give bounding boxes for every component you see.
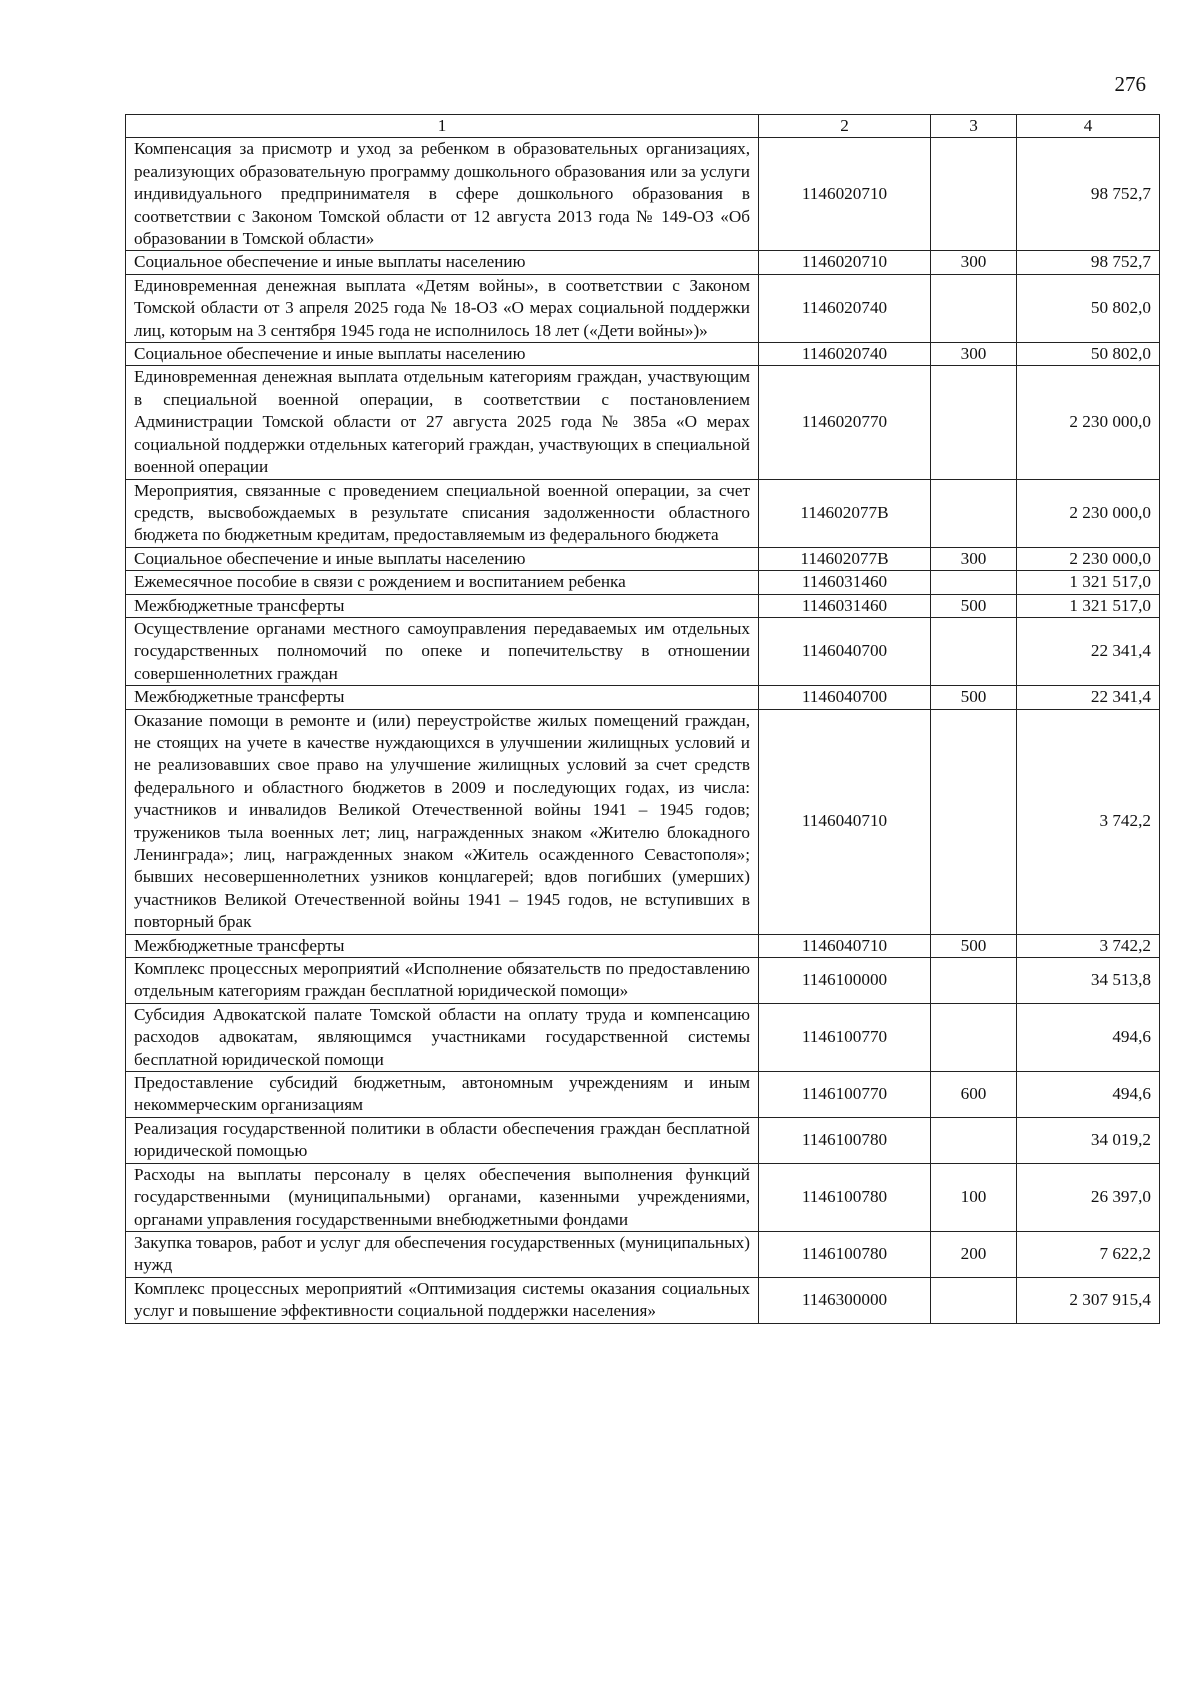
expense-type-cell [931, 1277, 1017, 1323]
expense-type-cell: 300 [931, 547, 1017, 570]
table-row [126, 617, 1160, 685]
expense-name-cell: Предоставление субсидий бюджетным, автономным учреждениям и иным некоммерческим организациям [126, 1072, 759, 1118]
expense-name-cell: Единовременная денежная выплата отдельным категориям граждан, участвующим в специальной военной операции, в соответствии с постановлением Администрации Томской области от 27 августа 2025 года № 385а «О мерах социальной поддержки отдельных категорий граждан, участвующих в специальной военной операции [126, 366, 759, 479]
table-row [126, 1163, 1160, 1231]
target-code-cell: 1146040700 [759, 686, 931, 709]
expense-name-cell: Межбюджетные трансферты [126, 594, 759, 617]
expense-type-cell [931, 138, 1017, 251]
amount-cell: 2 230 000,0 [1017, 366, 1160, 479]
table-row [126, 1072, 1160, 1118]
amount-cell: 7 622,2 [1017, 1231, 1160, 1277]
table-row [126, 138, 1160, 251]
expense-name-cell: Субсидия Адвокатской палате Томской области на оплату труда и компенсацию расходов адвокатам, являющимся участниками государственной системы бесплатной юридической помощи [126, 1003, 759, 1071]
target-code-cell: 114602077B [759, 479, 931, 547]
table-row [126, 958, 1160, 1004]
table-row [126, 594, 1160, 617]
target-code-cell: 114602077B [759, 547, 931, 570]
target-code-cell: 1146040700 [759, 617, 931, 685]
column-header: 1 [126, 115, 759, 138]
target-code-cell: 1146100780 [759, 1163, 931, 1231]
column-header: 4 [1017, 115, 1160, 138]
table-row [126, 709, 1160, 934]
expense-type-cell [931, 571, 1017, 594]
amount-cell: 22 341,4 [1017, 617, 1160, 685]
expense-name-cell: Межбюджетные трансферты [126, 934, 759, 957]
target-code-cell: 1146020740 [759, 343, 931, 366]
expense-type-cell [931, 1003, 1017, 1071]
amount-cell: 3 742,2 [1017, 709, 1160, 934]
expense-type-cell: 300 [931, 251, 1017, 274]
expense-type-cell: 600 [931, 1072, 1017, 1118]
table-row [126, 1003, 1160, 1071]
amount-cell: 98 752,7 [1017, 251, 1160, 274]
expense-type-cell: 100 [931, 1163, 1017, 1231]
column-header: 2 [759, 115, 931, 138]
target-code-cell: 1146040710 [759, 934, 931, 957]
expense-type-cell [931, 366, 1017, 479]
target-code-cell: 1146031460 [759, 571, 931, 594]
target-code-cell: 1146100770 [759, 1072, 931, 1118]
target-code-cell: 1146100780 [759, 1231, 931, 1277]
amount-cell: 2 230 000,0 [1017, 479, 1160, 547]
table-row [126, 547, 1160, 570]
expense-type-cell: 300 [931, 343, 1017, 366]
expense-name-cell: Социальное обеспечение и иные выплаты населению [126, 547, 759, 570]
page-number: 276 [1114, 72, 1146, 96]
expense-name-cell: Социальное обеспечение и иные выплаты населению [126, 251, 759, 274]
expense-name-cell: Реализация государственной политики в области обеспечения граждан бесплатной юридической помощью [126, 1117, 759, 1163]
expense-type-cell: 200 [931, 1231, 1017, 1277]
table-row [126, 934, 1160, 957]
table-row [126, 1117, 1160, 1163]
amount-cell: 34 513,8 [1017, 958, 1160, 1004]
expense-type-cell: 500 [931, 934, 1017, 957]
expense-name-cell: Осуществление органами местного самоуправления передаваемых им отдельных государственных полномочий по опеке и попечительству в отношении совершеннолетних граждан [126, 617, 759, 685]
table-row [126, 571, 1160, 594]
expense-name-cell: Социальное обеспечение и иные выплаты населению [126, 343, 759, 366]
amount-cell: 3 742,2 [1017, 934, 1160, 957]
budget-table [125, 114, 1160, 1324]
amount-cell: 2 307 915,4 [1017, 1277, 1160, 1323]
expense-name-cell: Оказание помощи в ремонте и (или) переустройстве жилых помещений граждан, не стоящих на учете в качестве нуждающихся в улучшении жилищных условий и не реализовавших свое право на улучшение жилищных условий за счет средств федерального и областного бюджетов в 2009 и последующих годах, из числа: участников и инвалидов Великой Отечественной войны 1941 – 1945 годов; тружеников тыла военных лет; лиц, награжденных знаком «Жителю блокадного Ленинграда»; лиц, награжденных знаком «Житель осажденного Севастополя»; бывших несовершеннолетних узников концлагерей; вдов погибших (умерших) участников Великой Отечественной войны 1941 – 1945 годов, не вступивших в повторный брак [126, 709, 759, 934]
amount-cell: 26 397,0 [1017, 1163, 1160, 1231]
table-row [126, 1277, 1160, 1323]
target-code-cell: 1146020710 [759, 138, 931, 251]
expense-name-cell: Расходы на выплаты персоналу в целях обеспечения выполнения функций государственными (муниципальными) органами, казенными учреждениями, органами управления государственными внебюджетными фондами [126, 1163, 759, 1231]
expense-type-cell [931, 958, 1017, 1004]
table-row [126, 251, 1160, 274]
amount-cell: 1 321 517,0 [1017, 571, 1160, 594]
expense-name-cell: Единовременная денежная выплата «Детям войны», в соответствии с Законом Томской области от 3 апреля 2025 года № 18-ОЗ «О мерах социальной поддержки лиц, которым на 3 сентября 1945 года не исполнилось 18 лет («Дети войны»)» [126, 274, 759, 342]
expense-type-cell [931, 274, 1017, 342]
expense-name-cell: Ежемесячное пособие в связи с рождением и воспитанием ребенка [126, 571, 759, 594]
target-code-cell: 1146300000 [759, 1277, 931, 1323]
amount-cell: 50 802,0 [1017, 274, 1160, 342]
expense-name-cell: Комплекс процессных мероприятий «Исполнение обязательств по предоставлению отдельным категориям граждан бесплатной юридической помощи» [126, 958, 759, 1004]
target-code-cell: 1146020770 [759, 366, 931, 479]
expense-type-cell [931, 709, 1017, 934]
amount-cell: 494,6 [1017, 1072, 1160, 1118]
target-code-cell: 1146020740 [759, 274, 931, 342]
expense-type-cell [931, 479, 1017, 547]
amount-cell: 1 321 517,0 [1017, 594, 1160, 617]
expense-name-cell: Закупка товаров, работ и услуг для обеспечения государственных (муниципальных) нужд [126, 1231, 759, 1277]
expense-name-cell: Межбюджетные трансферты [126, 686, 759, 709]
table-header-row [126, 115, 1160, 138]
expense-name-cell: Мероприятия, связанные с проведением специальной военной операции, за счет средств, высвобождаемых в результате списания задолженности областного бюджета по бюджетным кредитам, предоставляемым из федерального бюджета [126, 479, 759, 547]
expense-type-cell: 500 [931, 686, 1017, 709]
target-code-cell: 1146031460 [759, 594, 931, 617]
target-code-cell: 1146100770 [759, 1003, 931, 1071]
target-code-cell: 1146100780 [759, 1117, 931, 1163]
amount-cell: 98 752,7 [1017, 138, 1160, 251]
amount-cell: 34 019,2 [1017, 1117, 1160, 1163]
amount-cell: 50 802,0 [1017, 343, 1160, 366]
table-row [126, 343, 1160, 366]
table-row [126, 1231, 1160, 1277]
amount-cell: 494,6 [1017, 1003, 1160, 1071]
target-code-cell: 1146100000 [759, 958, 931, 1004]
column-header: 3 [931, 115, 1017, 138]
expense-name-cell: Компенсация за присмотр и уход за ребенком в образовательных организациях, реализующих образовательную программу дошкольного образования или за услуги индивидуального предпринимателя в сфере дошкольного образования в соответствии с Законом Томской области от 12 августа 2013 года № 149-ОЗ «Об образовании в Томской области» [126, 138, 759, 251]
expense-type-cell [931, 617, 1017, 685]
target-code-cell: 1146040710 [759, 709, 931, 934]
amount-cell: 2 230 000,0 [1017, 547, 1160, 570]
table-row [126, 366, 1160, 479]
table-row [126, 479, 1160, 547]
expense-type-cell [931, 1117, 1017, 1163]
expense-type-cell: 500 [931, 594, 1017, 617]
table-row [126, 274, 1160, 342]
amount-cell: 22 341,4 [1017, 686, 1160, 709]
expense-name-cell: Комплекс процессных мероприятий «Оптимизация системы оказания социальных услуг и повышение эффективности социальной поддержки населения» [126, 1277, 759, 1323]
table-row [126, 686, 1160, 709]
target-code-cell: 1146020710 [759, 251, 931, 274]
